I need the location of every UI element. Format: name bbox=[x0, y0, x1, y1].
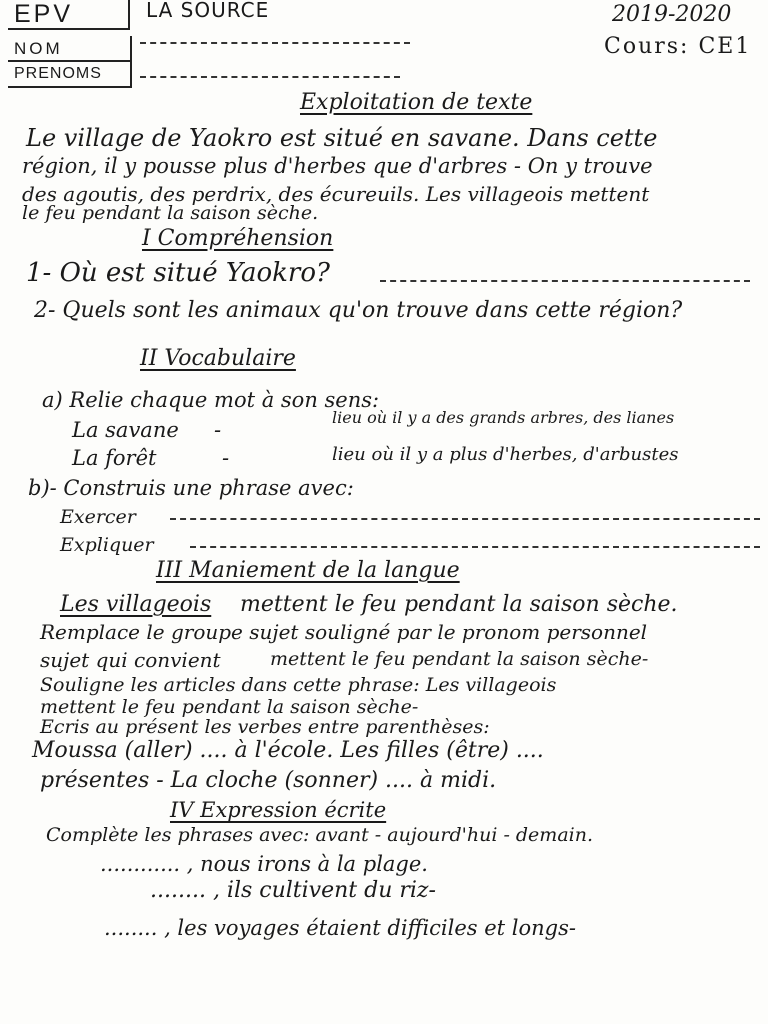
section-4-heading: IV Expression écrite bbox=[170, 798, 387, 822]
vocab-meaning-1: lieu où il y a des grands arbres, des lianes bbox=[332, 408, 675, 427]
verb-2-line bbox=[190, 546, 760, 548]
passage-line-1: Le village de Yaokro est situé en savane. Dans cette bbox=[26, 124, 658, 152]
section-1-heading: I Compréhension bbox=[142, 226, 334, 251]
grammar-line-2: Remplace le groupe sujet souligné par le pronom personnel bbox=[40, 620, 648, 644]
prenoms-box bbox=[8, 62, 132, 88]
writing-instruction: Complète les phrases avec: avant - aujourd'hui - demain. bbox=[46, 824, 594, 846]
grammar-line-5: mettent le feu pendant la saison sèche- bbox=[40, 696, 419, 718]
vocab-dot-2: - bbox=[222, 446, 230, 470]
passage-line-2: région, il y pousse plus d'herbes que d'arbres - On y trouve bbox=[22, 154, 653, 178]
grammar-line-7: Moussa (aller) .... à l'école. Les filles (être) .... bbox=[32, 738, 544, 763]
section-3-heading: III Maniement de la langue bbox=[156, 558, 460, 583]
sentence-rest: mettent le feu pendant la saison sèche. bbox=[240, 592, 678, 617]
grammar-line-3b: mettent le feu pendant la saison sèche- bbox=[270, 648, 649, 670]
school-name: LA SOURCE bbox=[146, 0, 270, 22]
answer-line-1 bbox=[380, 280, 750, 282]
grammar-line-6: Ecris au présent les verbes entre parenthèses: bbox=[40, 716, 490, 738]
epv-label: EPV bbox=[14, 0, 74, 28]
verb-1-line bbox=[170, 518, 760, 520]
nom-box bbox=[8, 36, 132, 62]
writing-sentence-2: ........ , ils cultivent du riz- bbox=[150, 878, 436, 903]
question-2: 2- Quels sont les animaux qu'on trouve dans cette région? bbox=[34, 298, 683, 323]
nom-label: NOM bbox=[14, 39, 63, 58]
grammar-line-3a: sujet qui convient bbox=[40, 648, 221, 672]
page-title: Exploitation de texte bbox=[300, 90, 533, 115]
vocab-instruction-a: a) Relie chaque mot à son sens: bbox=[42, 388, 380, 412]
cours-label: Cours: CE1 bbox=[604, 34, 752, 59]
vocab-instruction-b: b)- Construis une phrase avec: bbox=[28, 476, 354, 500]
prenoms-line bbox=[140, 76, 400, 78]
prenoms-label: PRENOMS bbox=[14, 65, 102, 82]
grammar-line-8: présentes - La cloche (sonner) .... à midi. bbox=[40, 768, 497, 793]
vocab-word-1: La savane bbox=[72, 418, 179, 442]
question-1: 1- Où est situé Yaokro? bbox=[26, 258, 330, 288]
vocab-verb-2: Expliquer bbox=[60, 534, 154, 556]
epv-box bbox=[8, 0, 130, 30]
vocab-meaning-2: lieu où il y a plus d'herbes, d'arbustes bbox=[332, 444, 679, 465]
vocab-word-2: La forêt bbox=[72, 446, 157, 470]
vocab-dot-1: - bbox=[214, 418, 222, 442]
writing-sentence-3: ........ , les voyages étaient difficiles et longs- bbox=[104, 916, 576, 940]
section-2-heading: II Vocabulaire bbox=[140, 346, 296, 371]
grammar-line-4: Souligne les articles dans cette phrase: Les villageois bbox=[40, 674, 557, 696]
passage-line-4: le feu pendant la saison sèche. bbox=[22, 202, 319, 224]
subject-underlined: Les villageois bbox=[60, 592, 212, 617]
nom-line bbox=[140, 42, 410, 44]
school-year: 2019-2020 bbox=[612, 2, 732, 27]
passage-line-3: des agoutis, des perdrix, des écureuils. Les villageois mettent bbox=[22, 182, 650, 206]
vocab-verb-1: Exercer bbox=[60, 506, 136, 528]
writing-sentence-1: ............ , nous irons à la plage. bbox=[100, 852, 428, 876]
